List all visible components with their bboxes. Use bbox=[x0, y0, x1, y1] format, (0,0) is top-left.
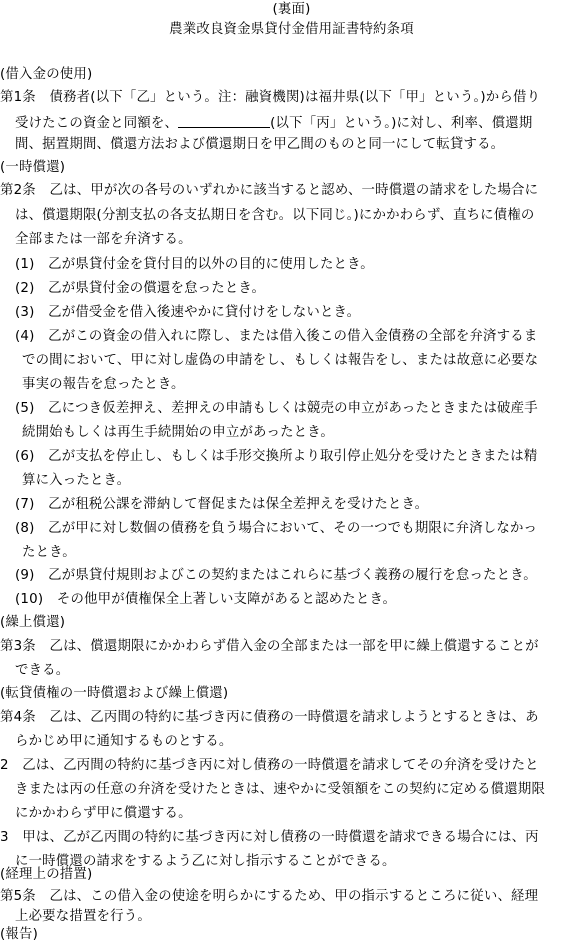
item-2: (2) 乙が県貸付金の償還を怠ったとき。 bbox=[15, 281, 266, 296]
blank-underline bbox=[178, 114, 270, 128]
item-9: (9) 乙が県貸付規則およびこの契約またはこれらに基づく義務の履行を怠ったとき。 bbox=[15, 568, 537, 583]
item-4-line-2: での間において、甲に対し虚偽の申請をし、もしくは報告をし、または故意に必要な bbox=[22, 353, 539, 368]
item-1: (1) 乙が県貸付金を貸付目的以外の目的に使用したとき。 bbox=[15, 257, 374, 272]
article-3-line-1: 第3条 乙は、償還期限にかかわらず借入金の全部または一部を甲に繰上償還することが bbox=[0, 639, 539, 654]
heading-relent-claims: (転貸債権の一時償還および繰上償還) bbox=[0, 686, 229, 701]
side-label: (裏面) bbox=[272, 2, 311, 17]
article-1-text-b: (以下「丙」という。)に対し、利率、償還期 bbox=[270, 116, 533, 131]
article-2-line-3: 全部または一部を弁済する。 bbox=[15, 232, 192, 247]
article-4-para-3-line-2: に一時償還の請求をするよう乙に対し指示することができる。 bbox=[15, 854, 396, 869]
item-8-line-2: たとき。 bbox=[22, 545, 76, 560]
article-4-line-1: 第4条 乙は、乙丙間の特約に基づき丙に債務の一時償還を請求しようとするときは、あ bbox=[0, 710, 539, 725]
item-6-line-1: (6) 乙が支払を停止し、もしくは手形交換所より取引停止処分を受けたときまたは精 bbox=[15, 449, 538, 464]
article-4-para-2-line-3: にかかわらず甲に償還する。 bbox=[15, 806, 192, 821]
heading-early-repayment: (繰上償還) bbox=[0, 615, 66, 630]
article-2-line-1: 第2条 乙は、甲が次の各号のいずれかに該当すると認め、一時償還の請求をした場合に bbox=[0, 183, 539, 198]
article-2-line-2: は、償還期限(分割支払の各支払期日を含む。以下同じ。)にかかわらず、直ちに債権の bbox=[15, 208, 535, 223]
article-5-line-1: 第5条 乙は、この借入金の使途を明らかにするため、甲の指示するところに従い、経理 bbox=[0, 889, 539, 904]
article-4-para-2-line-2: きまたは丙の任意の弁済を受けたときは、速やかに受領額をこの契約に定める償還期限 bbox=[15, 782, 546, 797]
item-10: (10) その他甲が債権保全上著しい支障があると認めたとき。 bbox=[15, 592, 397, 607]
item-8-line-1: (8) 乙が甲に対し数個の債務を負う場合において、その一つでも期限に弁済しなかっ bbox=[15, 521, 538, 536]
article-4-line-2: らかじめ甲に通知するものとする。 bbox=[15, 734, 233, 749]
item-7: (7) 乙が租税公課を滞納して督促または保全差押えを受けたとき。 bbox=[15, 497, 429, 512]
heading-use-of-loan: (借入金の使用) bbox=[0, 67, 93, 82]
heading-report: (報告) bbox=[0, 927, 39, 942]
article-1-text-a: 受けたこの資金と同額を、 bbox=[15, 116, 179, 131]
document-title: 農業改良資金県貸付金借用証書特約条項 bbox=[169, 22, 414, 37]
item-5-line-1: (5) 乙につき仮差押え、差押えの申請もしくは競売の申立があったときまたは破産手 bbox=[15, 401, 538, 416]
item-3: (3) 乙が借受金を借入後速やかに貸付けをしないとき。 bbox=[15, 305, 361, 320]
article-4-para-3-line-1: 3 甲は、乙が乙丙間の特約に基づき丙に対し債務の一時償還を請求できる場合には、丙 bbox=[0, 830, 539, 845]
article-5-line-2: 上必要な措置を行う。 bbox=[15, 909, 151, 924]
item-5-line-2: 続開始もしくは再生手続開始の申立があったとき。 bbox=[22, 425, 334, 440]
article-1-line-3: 間、据置期間、償還方法および償還期日を甲乙間のものと同一にして転貸する。 bbox=[15, 137, 505, 152]
heading-accounting-measures: (経理上の措置) bbox=[0, 867, 93, 882]
article-3-line-2: できる。 bbox=[15, 663, 70, 678]
item-6-line-2: 算に入ったとき。 bbox=[22, 473, 131, 488]
article-1-line-2 bbox=[15, 114, 532, 133]
item-4-line-3: 事実の報告を怠ったとき。 bbox=[22, 377, 185, 392]
article-4-para-2-line-1: 2 乙は、乙丙間の特約に基づき丙に対し債務の一時償還を請求してその弁済を受けたと bbox=[0, 758, 539, 773]
item-4-line-1: (4) 乙がこの資金の借入れに際し、または借入後この借入金債務の全部を弁済するま bbox=[15, 329, 538, 344]
article-1-line-1: 第1条 債務者(以下「乙」という。注：融資機関)は福井県(以下「甲」という。)から借り bbox=[0, 90, 541, 105]
heading-lump-sum-repayment: (一時償還) bbox=[0, 160, 66, 175]
